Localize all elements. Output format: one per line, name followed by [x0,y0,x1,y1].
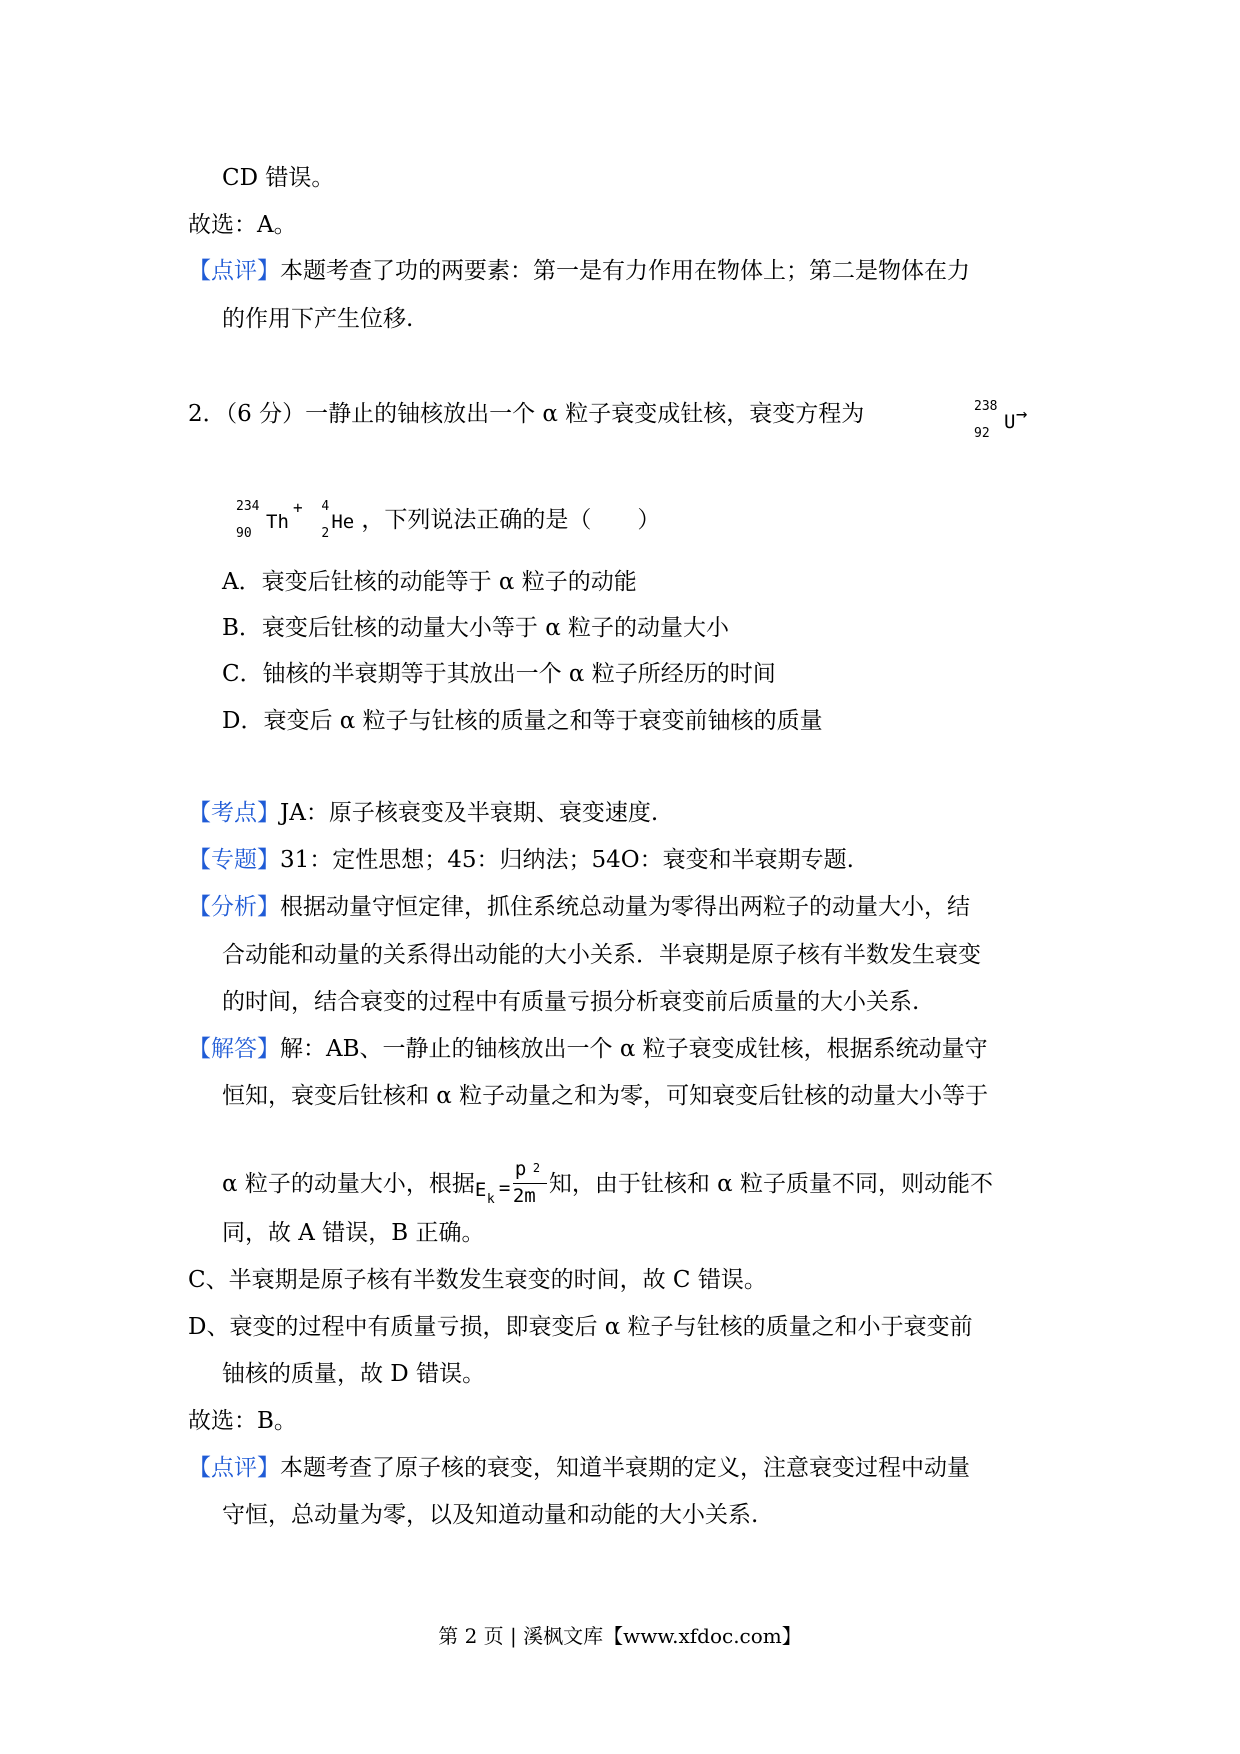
comment-line [188,255,970,287]
formula-numerator: p [514,1158,527,1180]
text-line: 合动能和动量的关系得出动能的大小关系．半衰期是原子核有半数发生衰变 [222,942,981,968]
fenxi-line [188,891,970,923]
text-line: 同，故 A 错误，B 正确。 [222,1220,485,1246]
formula-equals: = [498,1177,511,1199]
text-span: 知，由于钍核和 α 粒子质量不同，则动能不 [548,1171,993,1197]
nuclide-uranium [974,400,1030,440]
text-span: JA：原子核衰变及半衰期、衰变速度. [280,800,659,826]
comment-line [188,1452,970,1484]
text-span: 根据动量守恒定律，抓住系统总动量为零得出两粒子的动量大小，结 [280,894,970,920]
section-tag: 【解答】 [188,1036,280,1062]
text-span: 31：定性思想；45：归纳法；54O：衰变和半衰期专题. [280,847,854,873]
text-line: D、衰变的过程中有质量亏损，即衰变后 α 粒子与钍核的质量之和小于衰变前 [188,1314,973,1340]
charge-number: 90 [236,526,252,541]
text-span: 本题考查了功的两要素：第一是有力作用在物体上；第二是物体在力 [280,258,970,284]
text-line: 恒知，衰变后钍核和 α 粒子动量之和为零，可知衰变后钍核的动量大小等于 [222,1083,989,1109]
text-line: C、半衰期是原子核有半数发生衰变的时间，故 C 错误。 [188,1267,767,1293]
formula-denominator: 2m [512,1185,536,1207]
section-tag: 【点评】 [188,258,280,284]
question-tail: ，下列说法正确的是（ ） [361,507,661,533]
option-c: C．铀核的半衰期等于其放出一个 α 粒子所经历的时间 [222,661,776,687]
arrow-symbol: → [1016,403,1028,425]
element-symbol: U [1004,411,1016,433]
question-text: 2．（6 分）一静止的铀核放出一个 α 粒子衰变成钍核，衰变方程为 [188,401,865,427]
text-span: 解：AB、一静止的铀核放出一个 α 粒子衰变成钍核，根据系统动量守 [280,1036,988,1062]
fraction-bar [513,1183,547,1184]
charge-number: 2 [321,526,330,541]
section-tag: 【专题】 [188,847,280,873]
formula-e: E [474,1179,487,1201]
element-symbol: Th [266,511,289,533]
text-span: α 粒子的动量大小，根据 [222,1171,475,1197]
text-line: 故选：B。 [188,1408,297,1434]
option-d: D．衰变后 α 粒子与钍核的质量之和等于衰变前铀核的质量 [222,708,823,734]
plus-symbol: + [293,498,303,517]
formula-line [222,1158,993,1210]
mass-number: 238 [974,399,998,414]
section-tag: 【考点】 [188,800,280,826]
nuclide-helium [321,500,361,540]
zhuanti-line [188,844,854,876]
text-line: 故选：A。 [188,212,297,238]
mass-number: 234 [236,499,260,514]
text-line: 的时间，结合衰变的过程中有质量亏损分析衰变前后质量的大小关系. [222,989,920,1015]
formula-subscript: k [486,1192,495,1207]
text-span: 本题考查了原子核的衰变，知道半衰期的定义，注意衰变过程中动量 [280,1455,970,1481]
jieda-line [188,1033,988,1065]
mass-number: 4 [321,499,330,514]
kinetic-energy-formula [475,1158,549,1210]
formula-exponent: 2 [532,1161,541,1175]
section-tag: 【点评】 [188,1455,280,1481]
text-line: 守恒，总动量为零，以及知道动量和动能的大小关系. [222,1502,759,1528]
kaodian-line [188,797,658,829]
section-tag: 【分析】 [188,894,280,920]
option-b: B．衰变后钍核的动量大小等于 α 粒子的动量大小 [222,615,730,641]
element-symbol: He [331,511,355,533]
text-line: 的作用下产生位移. [222,306,414,332]
nuclide-thorium [236,500,302,540]
question-line [188,398,864,430]
charge-number: 92 [974,426,990,441]
text-line: 铀核的质量，故 D 错误。 [222,1361,486,1387]
text-line: CD 错误。 [222,165,335,191]
option-a: A．衰变后钍核的动能等于 α 粒子的动能 [222,569,637,595]
page-footer: 第 2 页 | 溪枫文库【www.xfdoc.com】 [438,1624,802,1648]
equation-line [236,500,660,540]
